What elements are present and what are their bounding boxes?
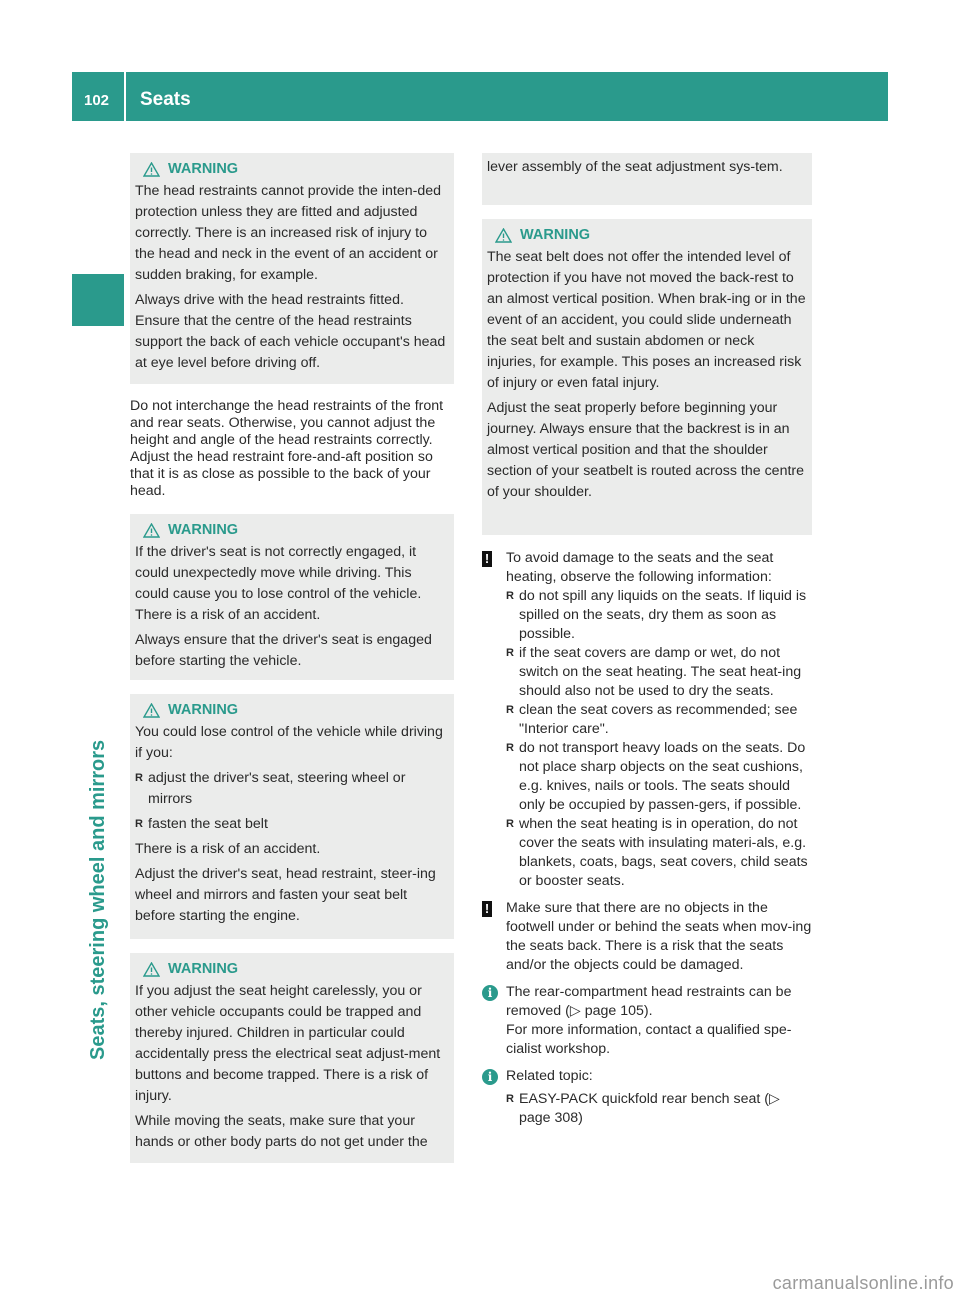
- warning-heading: [143, 157, 448, 181]
- exclamation-icon: !: [482, 551, 492, 567]
- warning-text: The seat belt does not offer the intended level of protection if you have not moved the back-rest to an almost vertical position. When brak-ing or in the event of an accident, you could slide underneath the seat belt and sustain abdomen or neck injuries, for example. This poses an increased risk of injury or even fatal injury.: [487, 249, 806, 391]
- warning-text: If the driver's seat is not correctly engaged, it could unexpectedly move while driving. This could cause you to lose control of the vehicle. There is a risk of an accident.: [135, 544, 422, 623]
- list-item: R fasten the seat belt: [135, 814, 448, 835]
- warning-text: Adjust the driver's seat, head restraint, steer-ing wheel and mirrors and fasten your seat belt before starting the engine.: [135, 866, 436, 924]
- body-paragraph: Adjust the head restraint fore-and-aft position so that it is as close as possible to the back of your head.: [130, 449, 433, 499]
- bullet-marker: R: [506, 818, 514, 830]
- warning-text: Always ensure that the driver's seat is engaged before starting the vehicle.: [135, 632, 432, 669]
- bullet-marker: R: [506, 742, 514, 754]
- info-note: [482, 983, 812, 1059]
- body-paragraph: Do not interchange the head restraints of the front and rear seats. Otherwise, you cannot adjust the height and angle of the head restraints correctly.: [130, 398, 444, 448]
- list-item: R when the seat heating is in operation, do not cover the seats with insulating materi-als, e.g. blankets, coats, bags, seat covers, child seats or booster seats.: [506, 816, 808, 889]
- warning-triangle-icon: [143, 523, 160, 538]
- warning-title: WARNING: [520, 226, 591, 243]
- left-column: [130, 153, 454, 1163]
- info-icon: i: [482, 985, 498, 1001]
- warning-heading: [143, 698, 448, 722]
- exclamation-icon: !: [482, 901, 492, 917]
- warning-text: You could lose control of the vehicle while driving if you:: [135, 724, 443, 761]
- warning-heading: [143, 957, 448, 981]
- list-item: R clean the seat covers as recommended; see "Interior care".: [506, 702, 798, 737]
- warning-triangle-icon: [143, 162, 160, 177]
- list-item: R do not transport heavy loads on the seats. Do not place sharp objects on the seat cushions, e.g. knives, nails or tools. The seats should only be occupied by passen-gers, if possible.: [506, 740, 806, 813]
- warning-heading: [143, 518, 448, 542]
- caution-note: [482, 549, 812, 891]
- warning-title: WARNING: [168, 960, 239, 977]
- bullet-marker: R: [506, 590, 514, 602]
- list-item: R do not spill any liquids on the seats. If liquid is spilled on the seats, dry them as soon as possible.: [506, 588, 807, 642]
- warning-box: [482, 219, 812, 535]
- bullet-marker: R: [506, 1093, 514, 1105]
- warning-triangle-icon: [495, 228, 512, 243]
- list-item: R adjust the driver's seat, steering wheel or mirrors: [135, 768, 448, 810]
- note-text: To avoid damage to the seats and the seat heating, observe the following information:: [506, 550, 774, 585]
- warning-text: While moving the seats, make sure that your hands or other body parts do not get under the: [135, 1113, 428, 1150]
- warning-title: WARNING: [168, 701, 239, 718]
- warning-box: [130, 953, 454, 1163]
- warning-title: WARNING: [168, 160, 239, 177]
- warning-triangle-icon: [143, 703, 160, 718]
- warning-text: There is a risk of an accident.: [135, 841, 321, 857]
- bullet-marker: R: [135, 818, 143, 830]
- warning-triangle-icon: [143, 962, 160, 977]
- info-icon: i: [482, 1069, 498, 1085]
- note-text: For more information, contact a qualified spe-cialist workshop.: [506, 1022, 792, 1057]
- section-title: Seats: [140, 89, 191, 110]
- warning-heading: [495, 223, 806, 247]
- bullet-marker: R: [506, 704, 514, 716]
- warning-title: WARNING: [168, 521, 239, 538]
- caution-note: [482, 899, 812, 975]
- right-column: [482, 153, 812, 1128]
- note-text: Make sure that there are no objects in the footwell under or behind the seats when mov-ing the seats back. There is a risk that the seats and/or the objects could be damaged.: [506, 900, 812, 973]
- section-header-bar: [126, 72, 888, 121]
- warning-text: Adjust the seat properly before beginning your journey. Always ensure that the backrest is in an almost vertical position and that the shoulder section of your seatbelt is routed across the centre of your shoulder.: [487, 400, 805, 500]
- warning-text: If you adjust the seat height carelessly, you or other vehicle occupants could be trapped and thereby injured. Children in particular could accidentally press the electrical seat adjust-ment buttons and become trapped. There is a risk of injury.: [135, 983, 441, 1104]
- warning-box-continued: [482, 153, 812, 205]
- warning-box: [130, 153, 454, 384]
- watermark-text: carmanualsonline.info: [772, 1273, 954, 1293]
- warning-text: lever assembly of the seat adjustment sys-tem.: [487, 159, 783, 175]
- list-item: R EASY-PACK quickfold rear bench seat (▷ page 308): [506, 1091, 780, 1126]
- bullet-marker: R: [506, 647, 514, 659]
- sidebar-chapter-label: Seats, steering wheel and mirrors: [87, 739, 109, 1060]
- warning-text: Always drive with the head restraints fitted. Ensure that the centre of the head restraints support the back of each vehicle occupant's head at eye level before driving off.: [135, 292, 446, 371]
- info-note: [482, 1067, 812, 1128]
- warning-box: [130, 514, 454, 680]
- list-item: R if the seat covers are damp or wet, do not switch on the seat heating. The seat heat-ing should also not be used to dry the seats.: [506, 645, 802, 699]
- page-number: 102: [84, 92, 110, 109]
- bullet-marker: R: [135, 772, 143, 784]
- sidebar-tab-marker: [72, 274, 124, 326]
- note-text: Related topic:: [506, 1068, 593, 1084]
- note-text: The rear-compartment head restraints can be removed (▷ page 105).: [506, 984, 792, 1019]
- warning-box: [130, 694, 454, 939]
- warning-text: The head restraints cannot provide the inten-ded protection unless they are fitted and adjusted correctly. There is an increased risk of injury to the head and neck in the event of an accident or sudden braking, for example.: [135, 183, 442, 283]
